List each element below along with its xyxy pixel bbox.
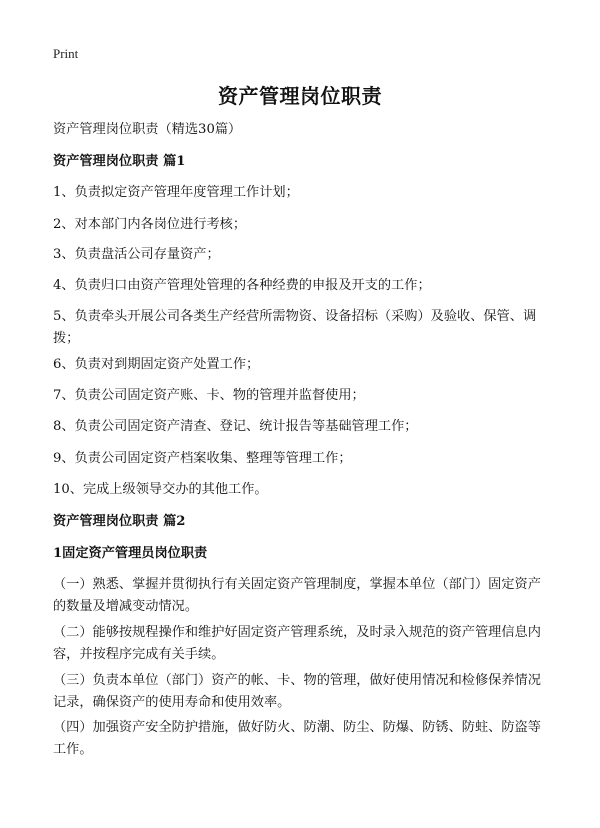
section1-heading: 资产管理岗位职责 篇1	[53, 154, 186, 169]
page-title: 资产管理岗位职责	[218, 84, 382, 108]
section1-item-5: 5、负责牵头开展公司各类生产经营所需物资、设备招标（采购）及验收、保管、调拨；	[53, 309, 537, 346]
intro-text: 资产管理岗位职责（精选30篇）	[53, 122, 242, 137]
section1-item-6: 6、负责对到期固定资产处置工作；	[53, 357, 260, 372]
section2-heading: 资产管理岗位职责 篇2	[53, 514, 186, 529]
section1-item-8: 8、负责公司固定资产清查、登记、统计报告等基础管理工作；	[53, 419, 418, 434]
section2-item-4: （四）加强资产安全防护措施，做好防火、防潮、防尘、防爆、防锈、防蛀、防盗等工作。	[53, 720, 541, 757]
section1-item-9: 9、负责公司固定资产档案收集、整理等管理工作；	[53, 451, 352, 466]
section1-item-1: 1、负责拟定资产管理年度管理工作计划；	[53, 185, 299, 200]
print-label[interactable]: Print	[53, 46, 79, 61]
section1-item-7: 7、负责公司固定资产账、卡、物的管理并监督使用；	[53, 388, 365, 403]
section2-item-1: （一）熟悉、掌握并贯彻执行有关固定资产管理制度，掌握本单位（部门）固定资产的数量及增减变动情况。	[53, 577, 541, 614]
section1-item-3: 3、负责盘活公司存量资产；	[53, 247, 220, 262]
section1-item-10: 10、完成上级领导交办的其他工作。	[53, 482, 268, 497]
section2-item-3: （三）负责本单位（部门）资产的帐、卡、物的管理，做好使用情况和检修保养情况记录，确保资产的使用寿命和使用效率。	[53, 673, 541, 710]
section1-item-4: 4、负责归口由资产管理处管理的各种经费的申报及开支的工作；	[53, 278, 431, 293]
section2-subheading: 1固定资产管理员岗位职责	[53, 546, 208, 561]
section2-item-2: （二）能够按规程操作和维护好固定资产管理系统，及时录入规范的资产管理信息内容，并按程序完成有关手续。	[53, 625, 541, 662]
section1-item-2: 2、对本部门内各岗位进行考核；	[53, 217, 247, 232]
